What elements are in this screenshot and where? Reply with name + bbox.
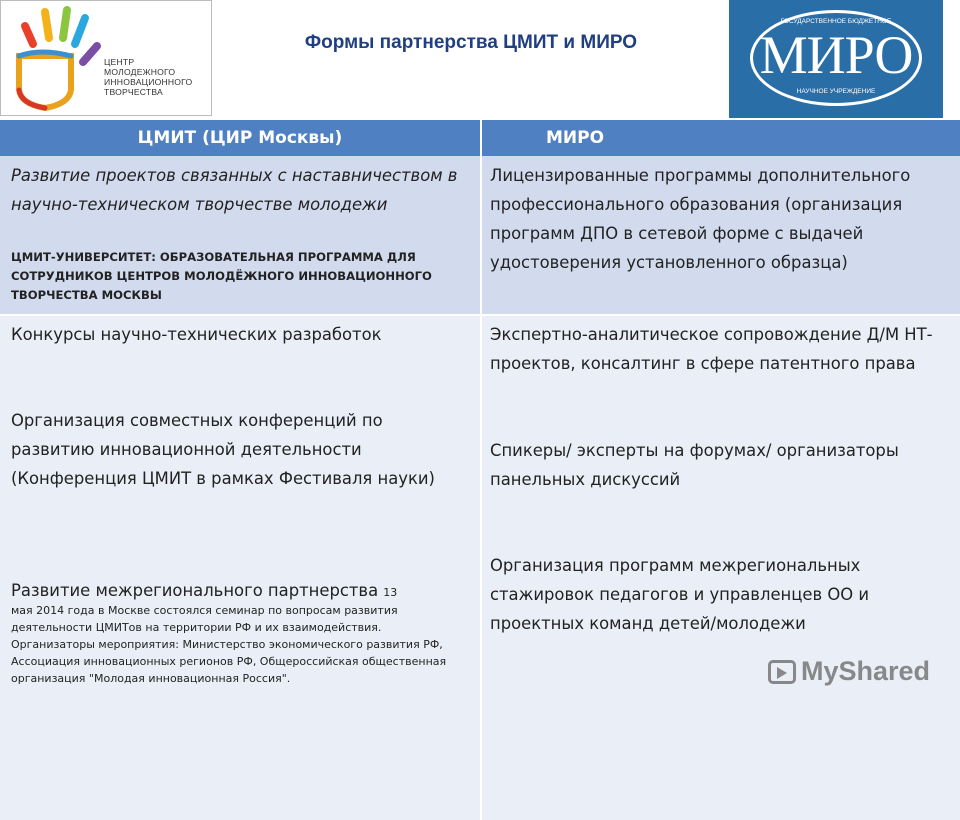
row-divider bbox=[0, 314, 960, 316]
table-cell-row2-cmit bbox=[0, 314, 480, 820]
column-divider bbox=[480, 120, 482, 820]
row2-cmit-item-1: Конкурсы научно-технических разработок bbox=[11, 325, 382, 344]
row2-miro-item-1: Экспертно-аналитическое сопровождение Д/М НТ-проектов, консалтинг в сфере патентного права bbox=[490, 325, 933, 373]
row2-cmit-item-3 bbox=[11, 576, 471, 605]
row2-cmit-item-2: Организация совместных конференций по развитию инновационной деятельности (Конференция ЦМИТ в рамках Фестиваля науки) bbox=[11, 411, 435, 488]
table-header-miro-label: МИРО bbox=[546, 128, 605, 148]
watermark bbox=[768, 656, 930, 687]
row1-cmit-caps: ЦМИТ-УНИВЕРСИТЕТ: ОБРАЗОВАТЕЛЬНАЯ ПРОГРАММА ДЛЯ СОТРУДНИКОВ ЦЕНТРОВ МОЛОДЁЖНОГО ИННОВАЦИОННОГО ТВОРЧЕСТВА МОСКВЫ bbox=[11, 250, 432, 302]
cmit-logo bbox=[0, 0, 212, 116]
table-cell-row2-miro bbox=[482, 314, 960, 820]
table-cell-row1-cmit bbox=[0, 156, 480, 314]
table-header-miro bbox=[482, 120, 960, 156]
row2-miro-item-2: Спикеры/ эксперты на форумах/ организаторы панельных дискуссий bbox=[490, 441, 899, 489]
miro-logo-bottom-text: НАУЧНОЕ УЧРЕЖДЕНИЕ bbox=[796, 88, 876, 95]
cmit-logo-text: ЦЕНТР МОЛОДЕЖНОГО ИННОВАЦИОННОГО ТВОРЧЕСТВА bbox=[104, 57, 193, 97]
table-cell-row1-miro bbox=[482, 156, 960, 314]
miro-logo-top-text: ГОСУДАРСТВЕННОЕ БЮДЖЕТНОЕ bbox=[780, 18, 892, 25]
page-title: Формы партнерства ЦМИТ и МИРО bbox=[304, 32, 638, 53]
watermark-text: MyShared bbox=[801, 656, 931, 686]
row1-miro-text: Лицензированные программы дополнительного профессионального образования (организация программ ДПО в сетевой форме с выдачей удостоверения установленного образца) bbox=[490, 166, 911, 272]
hand-logo-icon bbox=[11, 4, 103, 114]
row2-miro-item-3: Организация программ межрегиональных стажировок педагогов и управленцев ОО и проектных команд детей/молодежи bbox=[490, 556, 870, 633]
miro-logo bbox=[729, 0, 943, 118]
play-icon bbox=[768, 660, 796, 684]
table-header-cmit: ЦМИТ (ЦИР Москвы) bbox=[0, 120, 480, 156]
row2-cmit-note-lead: 13 bbox=[383, 586, 398, 599]
miro-logo-main-text: МИРО bbox=[759, 25, 913, 85]
row1-cmit-italic: Развитие проектов связанных с наставничеством в научно-техническом творчестве молодежи bbox=[11, 166, 458, 214]
row2-cmit-item-3-title: Развитие межрегионального партнерства bbox=[11, 581, 379, 600]
row2-cmit-note: мая 2014 года в Москве состоялся семинар по вопросам развития деятельности ЦМИТов на территории РФ и их взаимодействия. Организаторы мероприятия: Министерство экономического развития РФ, Ассоциация инновационных регионов РФ, Общероссийская общественная организация "Молодая инновационная Россия". bbox=[11, 604, 447, 685]
